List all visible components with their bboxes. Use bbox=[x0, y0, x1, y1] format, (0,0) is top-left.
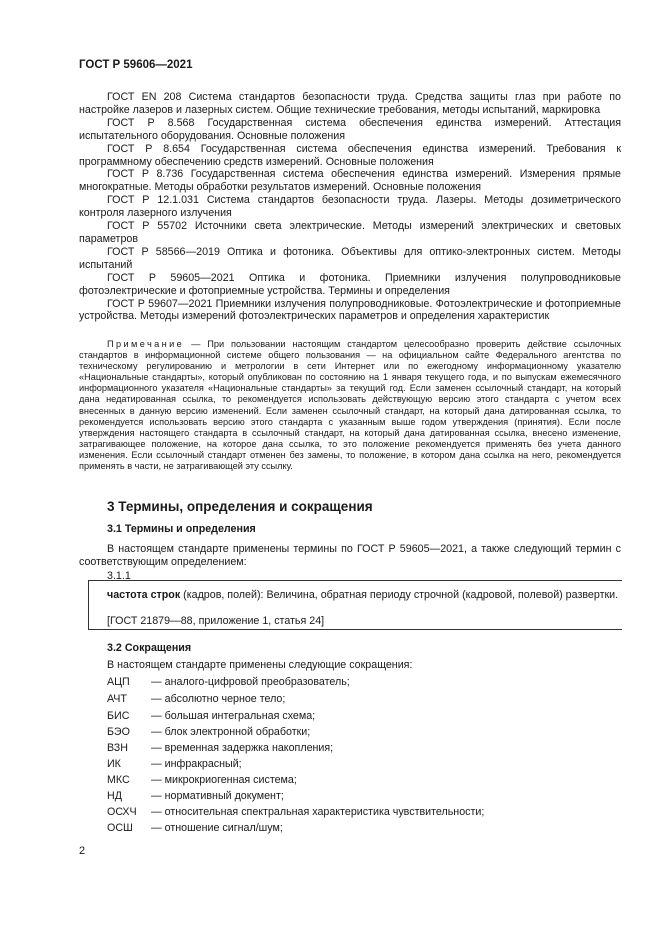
reference-item: ГОСТ Р 8.654 Государственная система обеспечения единства измерений. Требования к программному обеспечению средств измерений. Основные положения bbox=[79, 142, 621, 168]
term-definition bbox=[89, 589, 622, 602]
note-text: — При пользовании настоящим стандартом целесообразно проверить действие ссылочных стандартов в информационной системе общего пользования — на официальном сайте Федерального агентства по техническому регулированию и метрологии в сети Интернет или по ежегодному информационному указателю «Национальные стандарты», который опубликован по состоянию на 1 января текущего года, и по выпускам ежемесячного информационного указателя «Национальные стандарты» за текущий год. Если заменен ссылочный стандарт, на который дана недатированная ссылка, то рекомендуется использовать действующую версию этого стандарта с учетом всех внесенных в данную версию изменений. Если заменен ссылочный стандарт, на который дана датированная ссылка, то рекомендуется использовать версию этого стандарта с указанным выше годом утверждения (принятия). Если после утверждения настоящего стандарта в ссылочный стандарт, на который дана датированная ссылка, внесено изменение, затрагивающее положение, на которое дана ссылка, то это положение рекомендуется применять без учета данного изменения. Если ссылочный стандарт отменен без замены, то положение, в котором дана ссылка на него, рекомендуется применять в части, не затрагивающей эту ссылку. bbox=[79, 339, 621, 472]
subsection-3-1-intro: В настоящем стандарте применены термины по ГОСТ Р 59605—2021, а также следующий термин с соответствующим определением: bbox=[79, 543, 621, 568]
abbreviation-code: ВЗН bbox=[107, 742, 128, 754]
section-3-title: 3 Термины, определения и сокращения bbox=[107, 499, 373, 514]
subsection-3-2-title: 3.2 Сокращения bbox=[107, 642, 192, 654]
term-source: [ГОСТ 21879—88, приложение 1, статья 24] bbox=[107, 615, 325, 627]
abbreviation-code: АЧТ bbox=[107, 693, 127, 705]
term-number: 3.1.1 bbox=[107, 570, 131, 582]
abbreviation-code: МКС bbox=[107, 774, 130, 786]
abbreviation-meaning: — аналого-цифровой преобразователь; bbox=[151, 676, 350, 688]
abbreviation-meaning: — инфракрасный; bbox=[151, 758, 242, 770]
reference-item: ГОСТ Р 58566—2019 Оптика и фотоника. Объективы для оптико-электронных систем. Методы испытаний bbox=[79, 245, 621, 271]
abbreviation-meaning: — блок электронной обработки; bbox=[151, 726, 311, 738]
list-item bbox=[107, 790, 284, 803]
abbreviation-code: ИК bbox=[107, 758, 121, 770]
reference-item: ГОСТ Р 12.1.031 Система стандартов безопасности труда. Лазеры. Методы дозиметрического контроля лазерного излучения bbox=[79, 194, 621, 220]
page-number: 2 bbox=[79, 845, 86, 857]
list-item bbox=[107, 710, 315, 723]
abbreviation-meaning: — временная задержка накопления; bbox=[151, 742, 334, 754]
term-name: частота строк bbox=[107, 589, 181, 601]
abbreviation-meaning: — отношение сигнал/шум; bbox=[151, 822, 283, 834]
abbreviation-meaning: — микрокриогенная система; bbox=[151, 774, 297, 786]
list-item bbox=[107, 822, 283, 835]
abbreviation-meaning: — большая интегральная схема; bbox=[151, 710, 316, 722]
reference-item: ГОСТ Р 8.736 Государственная система обеспечения единства измерений. Измерения прямые многократные. Методы обработки результатов измерений. Основные положения bbox=[79, 168, 621, 194]
normative-references bbox=[79, 91, 621, 323]
abbreviation-code: БИС bbox=[107, 710, 130, 722]
reference-item: ГОСТ Р 59607—2021 Приемники излучения полупроводниковые. Фотоэлектрические и фотоприемные устройства. Методы измерений фотоэлектрических параметров и определения характеристик bbox=[79, 297, 621, 323]
note-block bbox=[79, 339, 621, 472]
abbreviation-code: ОСШ bbox=[107, 822, 133, 834]
reference-item: ГОСТ Р 8.568 Государственная система обеспечения единства измерений. Аттестация испытательного оборудования. Основные положения bbox=[79, 116, 621, 142]
reference-item: ГОСТ EN 208 Система стандартов безопасности труда. Средства защиты глаз при работе по настройке лазеров и лазерных систем. Общие технические требования, методы испытаний, маркировка bbox=[79, 91, 621, 116]
subsection-3-1-title: 3.1 Термины и определения bbox=[107, 523, 256, 535]
abbreviation-code: ОСХЧ bbox=[107, 806, 137, 818]
abbreviation-meaning: — относительная спектральная характеристика чувствительности; bbox=[151, 806, 485, 818]
list-item bbox=[107, 726, 310, 739]
reference-item: ГОСТ Р 55702 Источники света электрические. Методы измерений электрических и световых параметров bbox=[79, 220, 621, 245]
term-definition-box bbox=[88, 580, 622, 630]
abbreviation-meaning: — нормативный документ; bbox=[151, 790, 284, 802]
note-label: Примечание bbox=[107, 339, 185, 349]
abbreviation-code: БЭО bbox=[107, 726, 130, 738]
note-paragraph bbox=[79, 339, 621, 472]
reference-item: ГОСТ Р 59605—2021 Оптика и фотоника. Приемники излучения полупроводниковые фотоэлектрические и фотоприемные устройства. Термины и определения bbox=[79, 271, 621, 297]
subsection-3-2-intro: В настоящем стандарте применены следующие сокращения: bbox=[107, 659, 413, 671]
list-item bbox=[107, 806, 484, 819]
abbreviation-code: АЦП bbox=[107, 676, 130, 688]
list-item bbox=[107, 758, 242, 771]
abbreviation-code: НД bbox=[107, 790, 122, 802]
abbreviation-meaning: — абсолютно черное тело; bbox=[151, 693, 286, 705]
document-header: ГОСТ Р 59606—2021 bbox=[79, 59, 193, 71]
term-body: (кадров, полей): Величина, обратная периоду строчной (кадровой, полевой) развертки. bbox=[180, 589, 619, 601]
list-item bbox=[107, 676, 350, 689]
list-item bbox=[107, 774, 297, 787]
subsection-3-1-intro-block bbox=[79, 543, 621, 569]
list-item bbox=[107, 742, 333, 755]
list-item bbox=[107, 693, 285, 706]
